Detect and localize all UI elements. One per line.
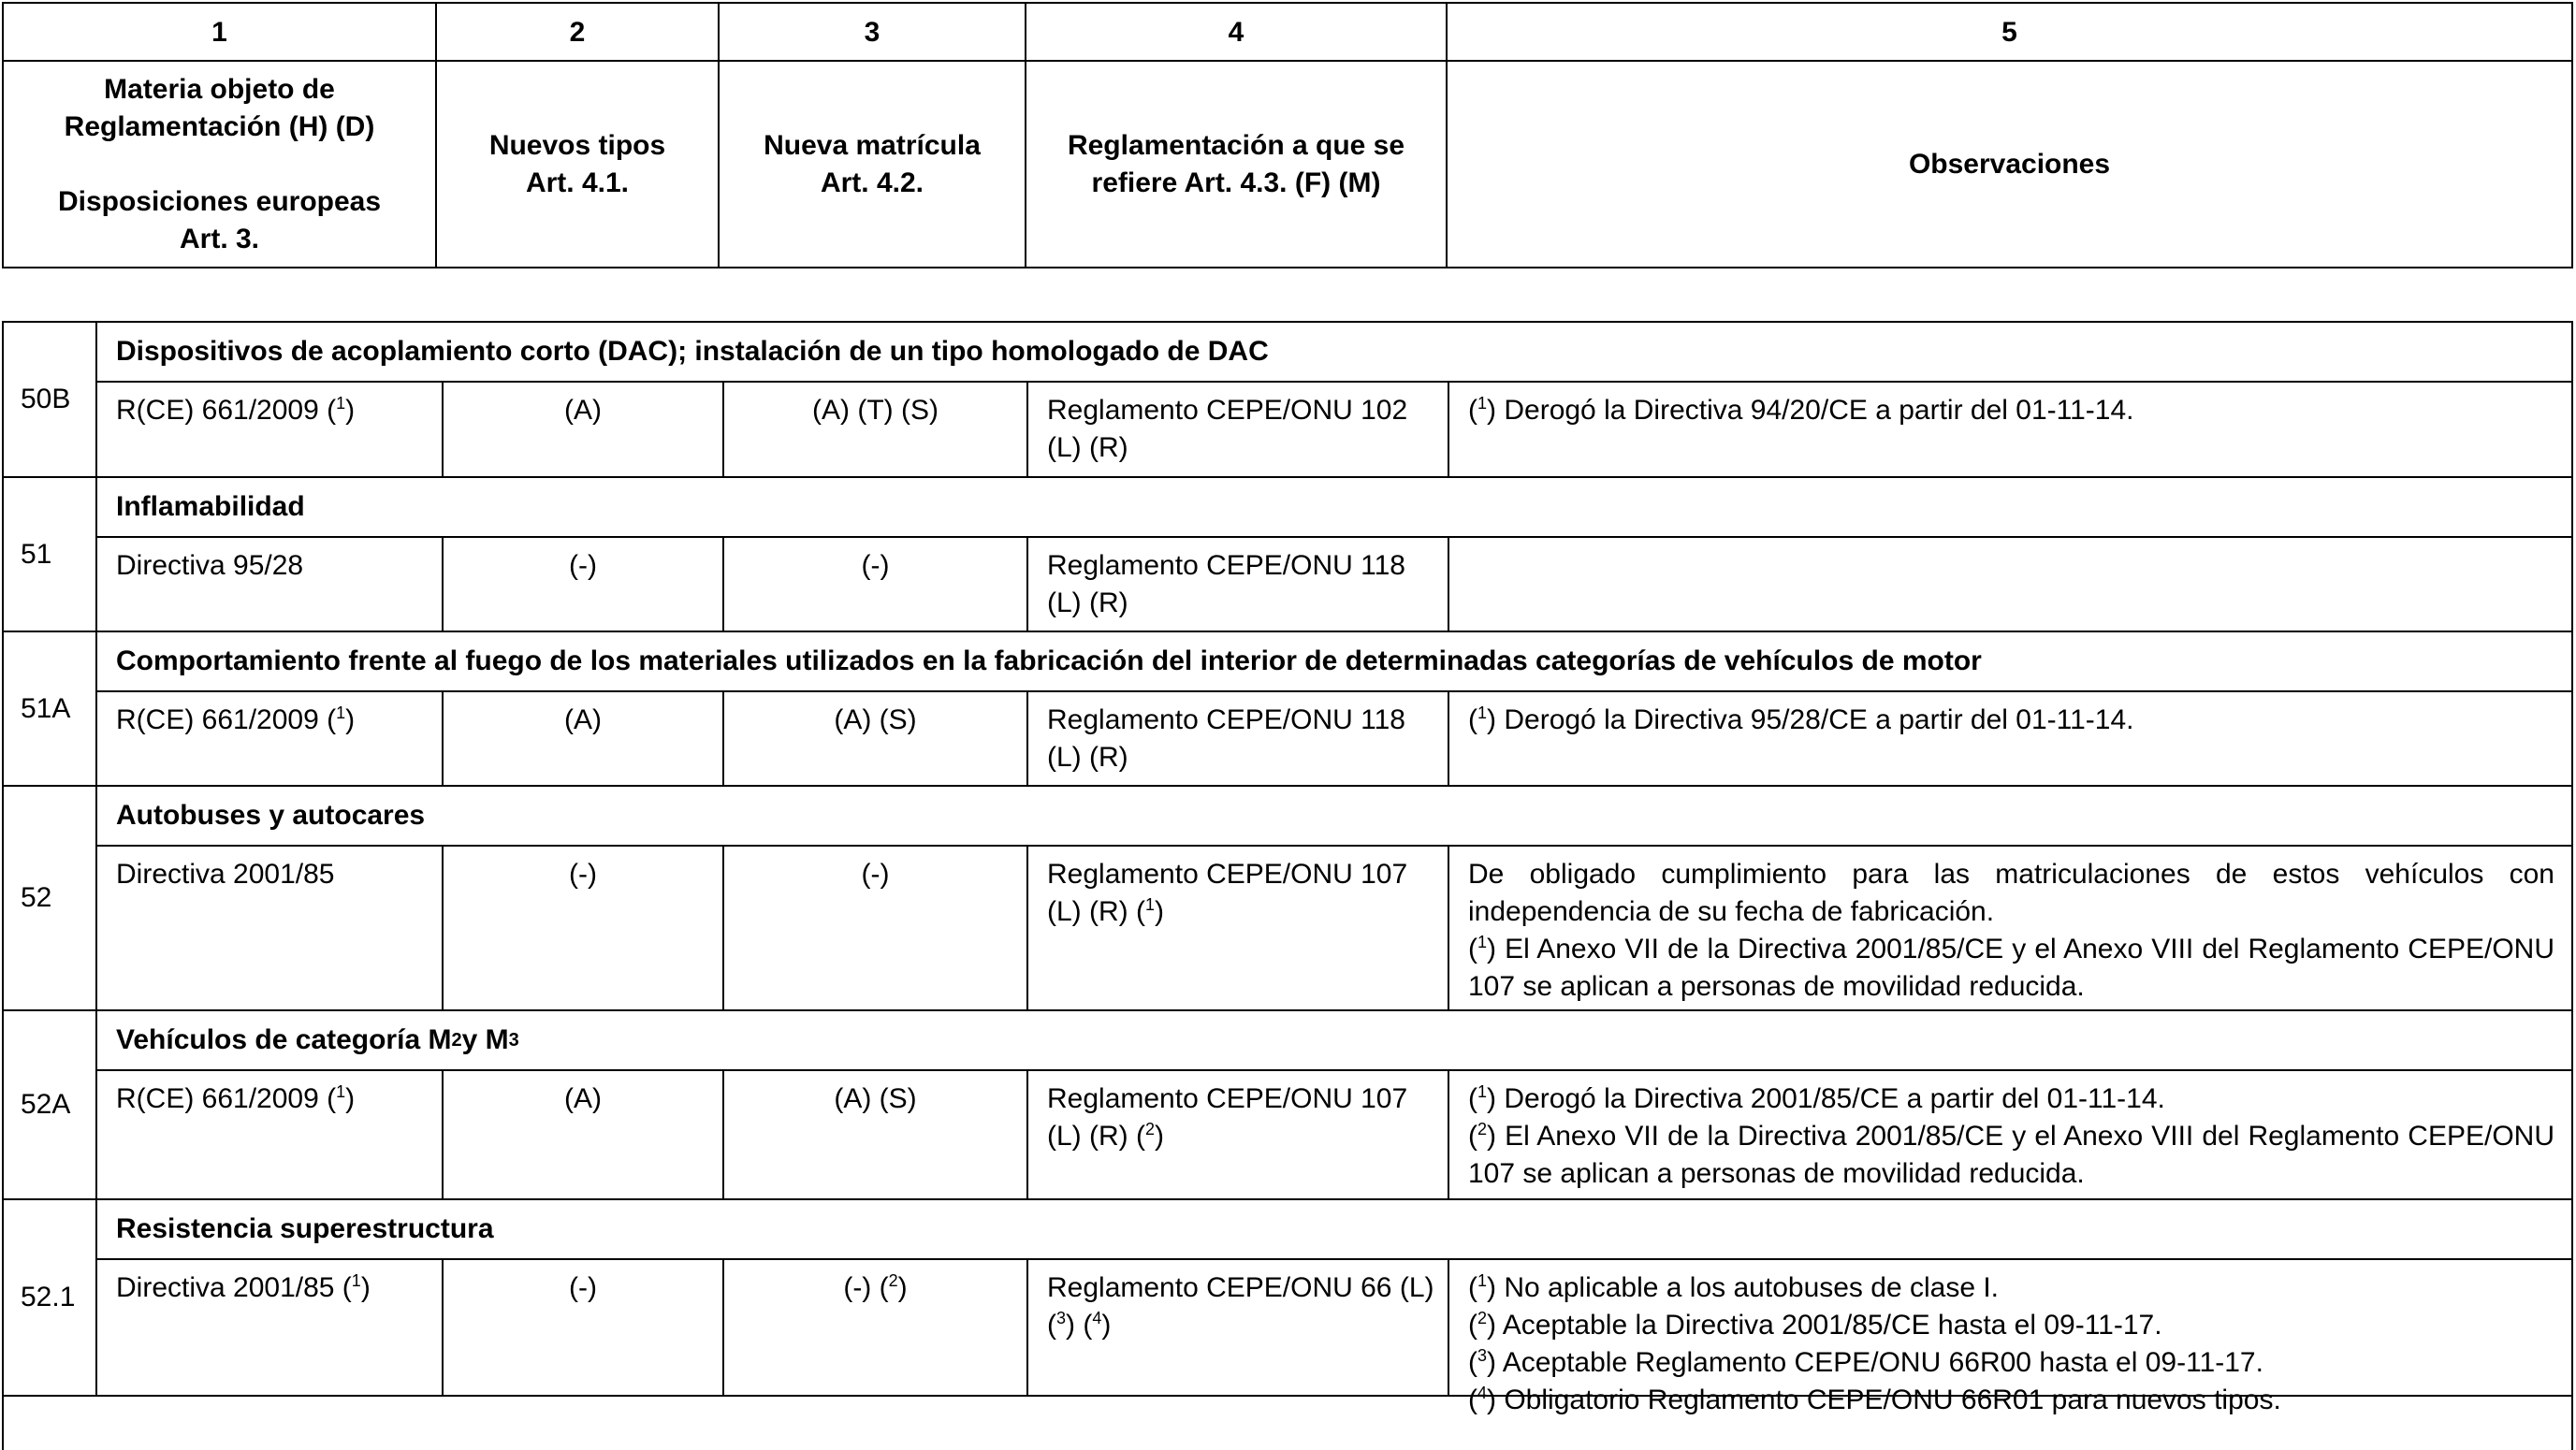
row-code: 52 (4, 787, 97, 1009)
column-number-3: 3 (720, 4, 1026, 62)
row-code: 51A (4, 632, 97, 785)
column-number-2: 2 (437, 4, 720, 62)
cell-nuevos-tipos: (-) (444, 538, 724, 631)
reglamentacion-line: Reglamento CEPE/ONU 118 (1047, 550, 1405, 581)
cell-observaciones (1449, 538, 2571, 631)
cell-observaciones (1449, 847, 2571, 1009)
cell-nuevos-tipos: (-) (444, 1260, 724, 1395)
table-row-group (4, 1200, 2571, 1415)
table-row-group (4, 787, 2571, 1011)
cell-reglamentacion (1028, 847, 1449, 1009)
cell-observaciones (1449, 1071, 2571, 1198)
observation-line: ($^3$) Aceptable Reglamento CEPE/ONU 66R00 hasta el 09-11-17. (1468, 1346, 2263, 1378)
reglamentacion-line: Reglamento CEPE/ONU 107 (1047, 859, 1408, 890)
row-title: Inflamabilidad (97, 478, 2571, 538)
cell-disposicion: R(CE) 661/2009 ($^1$) (97, 692, 444, 785)
header-table (2, 2, 2573, 268)
footnote-marker: 1 (351, 1271, 361, 1290)
cell-disposicion: Directiva 2001/85 (97, 847, 444, 1009)
column-heading-nueva-matricula (720, 62, 1026, 267)
cell-nueva-matricula: (-) (724, 538, 1028, 631)
column-heading-nuevos-tipos (437, 62, 720, 267)
observation-line: ($^1$) No aplicable a los autobuses de clase I. (1468, 1271, 2000, 1303)
heading-line: Reglamentación a que se (1067, 129, 1405, 161)
column-number-4: 4 (1026, 4, 1448, 62)
column-heading-materia (4, 62, 437, 267)
cell-disposicion: Directiva 95/28 (97, 538, 444, 631)
reglamentacion-line: Reglamento CEPE/ONU 107 (1047, 1083, 1408, 1114)
heading-line: Nuevos tipos (488, 129, 666, 161)
cell-nueva-matricula: (-) ($^2$) (724, 1260, 1028, 1395)
observation-line: ($^1$) El Anexo VII de la Directiva 2001/85/CE y el Anexo VIII del Reglamento CEPE/ONU 107 se aplican a personas de movilidad reducida. (1468, 933, 2554, 1002)
observation-line: ($^1$) Derogó la Directiva 94/20/CE a partir del 01-11-14. (1468, 394, 2134, 426)
reglamentacion-line: Reglamento CEPE/ONU 102 (1047, 395, 1408, 426)
reglamentacion-line: Reglamento CEPE/ONU 66 (L) (1047, 1272, 1434, 1303)
heading-line: refiere Art. 4.3. (F) (M) (1091, 167, 1381, 198)
reglamentacion-line: Reglamento CEPE/ONU 118 (1047, 704, 1405, 735)
cell-reglamentacion (1028, 538, 1449, 631)
reglamentacion-line: (L) (R) (1047, 587, 1128, 618)
regulation-table (2, 321, 2573, 1450)
reglamentacion-line: (L) (R) ($^2$) (1047, 1120, 1164, 1152)
row-title: Autobuses y autocares (97, 787, 2571, 847)
heading-line: Nueva matrícula (764, 129, 981, 161)
cell-nuevos-tipos: (A) (444, 692, 724, 785)
row-code: 50B (4, 323, 97, 476)
cell-nuevos-tipos: (A) (444, 1071, 724, 1198)
cell-reglamentacion (1028, 383, 1449, 476)
reglamentacion-line: (L) (R) (1047, 432, 1128, 463)
reglamentacion-line: ($^3$) ($^4$) (1047, 1309, 1112, 1341)
table-row-group (4, 478, 2571, 632)
cell-disposicion: R(CE) 661/2009 ($^1$) (97, 383, 444, 476)
cell-observaciones (1449, 383, 2571, 476)
row-code: 52.1 (4, 1200, 97, 1395)
cell-disposicion: Directiva 2001/85 ($^1$) (97, 1260, 444, 1395)
row-code: 52A (4, 1011, 97, 1198)
column-heading-reglamentacion (1026, 62, 1448, 267)
cell-nuevos-tipos: (-) (444, 847, 724, 1009)
heading-line: Art. 4.2. (820, 167, 924, 198)
table-row-group (4, 1011, 2571, 1200)
observation-line: ($^1$) Derogó la Directiva 95/28/CE a partir del 01-11-14. (1468, 703, 2134, 735)
heading-line: Reglamentación (H) (D) (64, 110, 375, 142)
row-title: Vehículos de categoría M 2 y M 3 (97, 1011, 2571, 1071)
cell-reglamentacion (1028, 1260, 1449, 1395)
row-title: Comportamiento frente al fuego de los materiales utilizados en la fabricación del interior de determinadas categorías de vehículos de motor (97, 632, 2571, 692)
reglamentacion-line: (L) (R) ($^1$) (1047, 895, 1164, 927)
footnote-marker: 1 (336, 1082, 346, 1101)
cell-observaciones (1449, 1260, 2571, 1415)
heading-line: Materia objeto de (104, 73, 335, 105)
observation-line: ($^4$) Obligatorio Reglamento CEPE/ONU 66R01 para nuevos tipos. (1468, 1384, 2281, 1415)
row-title: Resistencia superestructura (97, 1200, 2571, 1260)
cell-nueva-matricula: (-) (724, 847, 1028, 1009)
cell-reglamentacion (1028, 692, 1449, 785)
row-title: Dispositivos de acoplamiento corto (DAC); instalación de un tipo homologado de DAC (97, 323, 2571, 383)
observation-line: ($^2$) El Anexo VII de la Directiva 2001/85/CE y el Anexo VIII del Reglamento CEPE/ONU 107 se aplican a personas de movilidad reducida. (1468, 1120, 2554, 1189)
table-row-group (4, 632, 2571, 787)
row-code: 51 (4, 478, 97, 631)
heading-line: Observaciones (1908, 148, 2111, 180)
table-row-group (4, 323, 2571, 478)
observation-line: ($^1$) Derogó la Directiva 2001/85/CE a partir del 01-11-14. (1468, 1082, 2165, 1114)
cell-observaciones (1449, 692, 2571, 785)
cell-nuevos-tipos: (A) (444, 383, 724, 476)
cell-nueva-matricula: (A) (T) (S) (724, 383, 1028, 476)
cell-disposicion: R(CE) 661/2009 ($^1$) (97, 1071, 444, 1198)
column-number-5: 5 (2001, 17, 2017, 48)
reglamentacion-line: (L) (R) (1047, 742, 1128, 773)
footnote-marker: 1 (336, 394, 346, 413)
heading-line: Art. 3. (179, 223, 260, 254)
cell-nueva-matricula: (A) (S) (724, 692, 1028, 785)
heading-line: Art. 4.1. (525, 167, 630, 198)
heading-line: Disposiciones europeas (57, 185, 382, 217)
cell-reglamentacion (1028, 1071, 1449, 1198)
observation-line: ($^2$) Aceptable la Directiva 2001/85/CE hasta el 09-11-17. (1468, 1309, 2162, 1341)
footnote-marker: 1 (336, 703, 346, 722)
observation-line: De obligado cumplimiento para las matriculaciones de estos vehículos con independencia de su fecha de fabricación. (1468, 859, 2554, 927)
cell-nueva-matricula: (A) (S) (724, 1071, 1028, 1198)
column-heading-observaciones (1448, 62, 2571, 267)
column-number-1: 1 (4, 4, 437, 62)
